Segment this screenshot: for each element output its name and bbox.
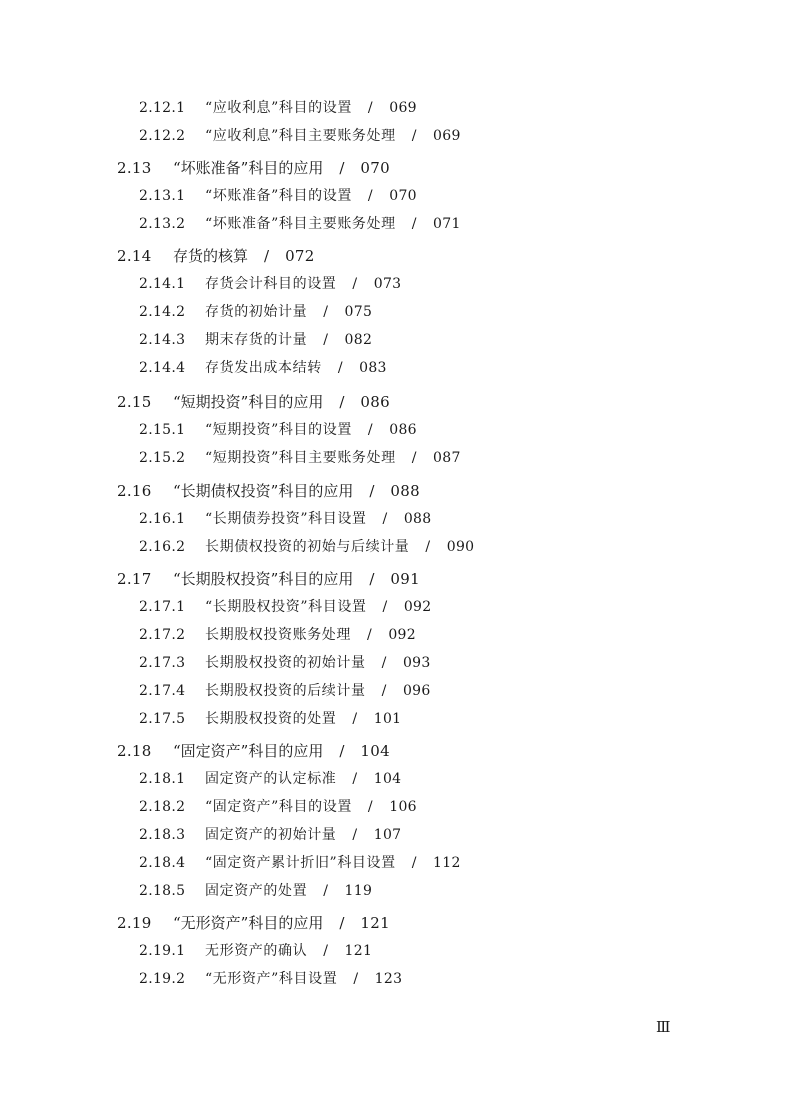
toc-entry-title: “固定资产”科目的设置 [205,799,352,815]
toc-entry-page: 096 [402,683,431,699]
toc-entry-number: 2.17.3 [139,655,186,671]
toc-entry[interactable] [139,420,417,440]
toc-separator: / [411,855,418,871]
toc-entry-number: 2.13.2 [139,216,186,232]
toc-entry-title: “长期股权投资”科目的应用 [173,570,354,588]
toc-separator: / [382,599,388,615]
toc-entry-number: 2.17.1 [139,599,186,615]
toc-entry[interactable] [139,625,416,645]
toc-entry-page: 069 [389,100,417,116]
toc-separator: / [381,683,387,699]
toc-entry[interactable] [139,969,402,989]
toc-entry[interactable] [139,509,431,529]
toc-entry[interactable] [139,274,401,294]
toc-entry-page: 069 [433,128,461,144]
toc-entry-number: 2.14.3 [139,332,186,348]
toc-entry-page: 101 [373,711,402,727]
toc-separator: / [367,799,374,815]
toc-section-entry[interactable] [117,569,420,589]
toc-separator: / [339,914,345,932]
toc-separator: / [411,128,418,144]
toc-entry-page: 082 [344,332,373,348]
toc-separator: / [337,360,344,376]
toc-separator: / [382,511,388,527]
toc-entry-page: 092 [403,599,432,615]
toc-entry-title: 期末存货的计量 [205,332,308,348]
toc-separator: / [352,276,358,292]
toc-entry-title: “短期投资”科目的设置 [205,422,352,438]
toc-entry-number: 2.16 [117,482,152,500]
toc-entry-title: 固定资产的初始计量 [205,827,337,843]
toc-entry-number: 2.13.1 [139,188,186,204]
toc-entry-number: 2.19 [117,914,152,932]
toc-entry[interactable] [139,681,431,701]
toc-separator: / [369,482,375,500]
toc-entry[interactable] [139,126,461,146]
toc-entry-number: 2.16.2 [139,539,186,555]
toc-entry[interactable] [139,98,417,118]
toc-entry-number: 2.15 [117,393,152,411]
page-number: Ⅲ [656,1018,671,1036]
toc-entry[interactable] [139,769,401,789]
toc-entry-page: 106 [389,799,417,815]
toc-section-entry[interactable] [117,158,390,178]
toc-entry-number: 2.17.4 [139,683,186,699]
toc-entry-number: 2.14.2 [139,304,186,320]
toc-entry-title: 长期股权投资的后续计量 [205,683,366,699]
toc-separator: / [367,422,374,438]
toc-entry[interactable] [139,941,372,961]
toc-entry-title: 存货的核算 [173,247,249,265]
toc-entry[interactable] [139,330,372,350]
toc-entry-page: 073 [373,276,402,292]
toc-entry-page: 088 [390,482,420,500]
toc-entry-title: “短期投资”科目主要账务处理 [205,450,396,466]
toc-entry-page: 091 [390,570,420,588]
toc-entry-page: 070 [360,159,390,177]
toc-separator: / [339,159,345,177]
toc-entry-number: 2.18 [117,742,152,760]
toc-entry[interactable] [139,537,474,557]
toc-entry-title: 存货发出成本结转 [205,360,322,376]
toc-entry-page: 104 [373,771,402,787]
toc-entry-title: 固定资产的认定标准 [205,771,337,787]
toc-section-entry[interactable] [117,913,390,933]
toc-separator: / [425,539,431,555]
toc-entry-number: 2.14.4 [139,360,186,376]
toc-separator: / [323,883,329,899]
toc-entry-number: 2.14 [117,247,152,265]
toc-separator: / [323,332,329,348]
toc-entry-title: “无形资产”科目的应用 [173,914,324,932]
toc-separator: / [339,742,345,760]
toc-entry-title: “应收利息”科目主要账务处理 [205,128,396,144]
toc-entry[interactable] [139,881,372,901]
toc-entry-title: 存货的初始计量 [205,304,308,320]
toc-entry-number: 2.18.2 [139,799,186,815]
toc-entry-page: 083 [359,360,387,376]
toc-entry-number: 2.18.4 [139,855,186,871]
toc-entry-title: 固定资产的处置 [205,883,308,899]
toc-entry-page: 121 [344,943,373,959]
toc-entry-page: 070 [389,188,417,204]
toc-entry-page: 112 [433,855,461,871]
toc-entry-title: “无形资产”科目设置 [205,971,338,987]
toc-entry-page: 090 [446,539,475,555]
toc-entry-title: 无形资产的确认 [205,943,308,959]
toc-entry-title: “长期股权投资”科目设置 [205,599,367,615]
toc-entry-title: 长期股权投资账务处理 [205,627,351,643]
toc-entry-number: 2.15.1 [139,422,186,438]
toc-separator: / [352,771,358,787]
toc-entry-number: 2.14.1 [139,276,186,292]
toc-entry-title: 长期债权投资的初始与后续计量 [205,539,410,555]
toc-entry[interactable] [139,597,431,617]
toc-separator: / [381,655,387,671]
toc-separator: / [323,943,329,959]
toc-entry[interactable] [139,302,372,322]
toc-entry-number: 2.17.2 [139,627,186,643]
toc-entry[interactable] [139,186,417,206]
toc-separator: / [367,188,374,204]
toc-entry[interactable] [139,653,431,673]
toc-entry[interactable] [139,709,401,729]
toc-entry-title: 长期股权投资的处置 [205,711,337,727]
toc-entry-page: 072 [285,247,315,265]
toc-entry-number: 2.12.1 [139,100,186,116]
toc-entry[interactable] [139,825,401,845]
toc-entry-title: “长期债权投资”科目的应用 [173,482,354,500]
toc-separator: / [411,216,418,232]
toc-entry[interactable] [139,448,461,468]
toc-entry-title: “坏账准备”科目的应用 [173,159,324,177]
toc-section-entry[interactable] [117,392,390,412]
toc-entry-title: “固定资产”科目的应用 [173,742,324,760]
toc-entry-page: 092 [388,627,416,643]
toc-entry-number: 2.15.2 [139,450,186,466]
toc-entry-number: 2.13 [117,159,152,177]
toc-entry-page: 107 [373,827,402,843]
toc-entry-number: 2.17.5 [139,711,186,727]
toc-separator: / [264,247,270,265]
toc-entry-page: 087 [433,450,461,466]
toc-entry-number: 2.18.5 [139,883,186,899]
toc-entry-number: 2.19.2 [139,971,186,987]
toc-entry-page: 119 [344,883,373,899]
toc-entry-page: 121 [360,914,390,932]
toc-entry-title: “坏账准备”科目的设置 [205,188,352,204]
toc-section-entry[interactable] [117,741,390,761]
toc-separator: / [411,450,418,466]
toc-section-entry[interactable] [117,481,420,501]
toc-entry-title: “短期投资”科目的应用 [173,393,324,411]
toc-entry-page: 104 [360,742,390,760]
toc-separator: / [367,100,374,116]
toc-separator: / [339,393,345,411]
toc-entry[interactable] [139,358,387,378]
toc-entry-number: 2.18.1 [139,771,186,787]
toc-entry-title: “坏账准备”科目主要账务处理 [205,216,396,232]
toc-entry-page: 088 [403,511,432,527]
toc-entry[interactable] [139,214,461,234]
toc-separator: / [369,570,375,588]
toc-separator: / [352,711,358,727]
toc-separator: / [367,627,373,643]
toc-entry[interactable] [139,853,461,873]
toc-entry-page: 086 [360,393,390,411]
toc-separator: / [353,971,359,987]
toc-entry-title: “长期债券投资”科目设置 [205,511,367,527]
toc-entry-number: 2.17 [117,570,152,588]
toc-separator: / [323,304,329,320]
toc-entry-page: 075 [344,304,373,320]
toc-entry-title: 长期股权投资的初始计量 [205,655,366,671]
toc-entry-page: 123 [374,971,403,987]
toc-entry-number: 2.18.3 [139,827,186,843]
toc-entry[interactable] [139,797,417,817]
toc-section-entry[interactable] [117,246,315,266]
toc-entry-page: 093 [402,655,431,671]
toc-entry-page: 071 [433,216,461,232]
toc-entry-title: “应收利息”科目的设置 [205,100,352,116]
toc-entry-number: 2.12.2 [139,128,186,144]
toc-entry-title: “固定资产累计折旧”科目设置 [205,855,396,871]
toc-entry-page: 086 [389,422,417,438]
toc-entry-number: 2.16.1 [139,511,186,527]
toc-entry-number: 2.19.1 [139,943,186,959]
toc-entry-title: 存货会计科目的设置 [205,276,337,292]
toc-separator: / [352,827,358,843]
